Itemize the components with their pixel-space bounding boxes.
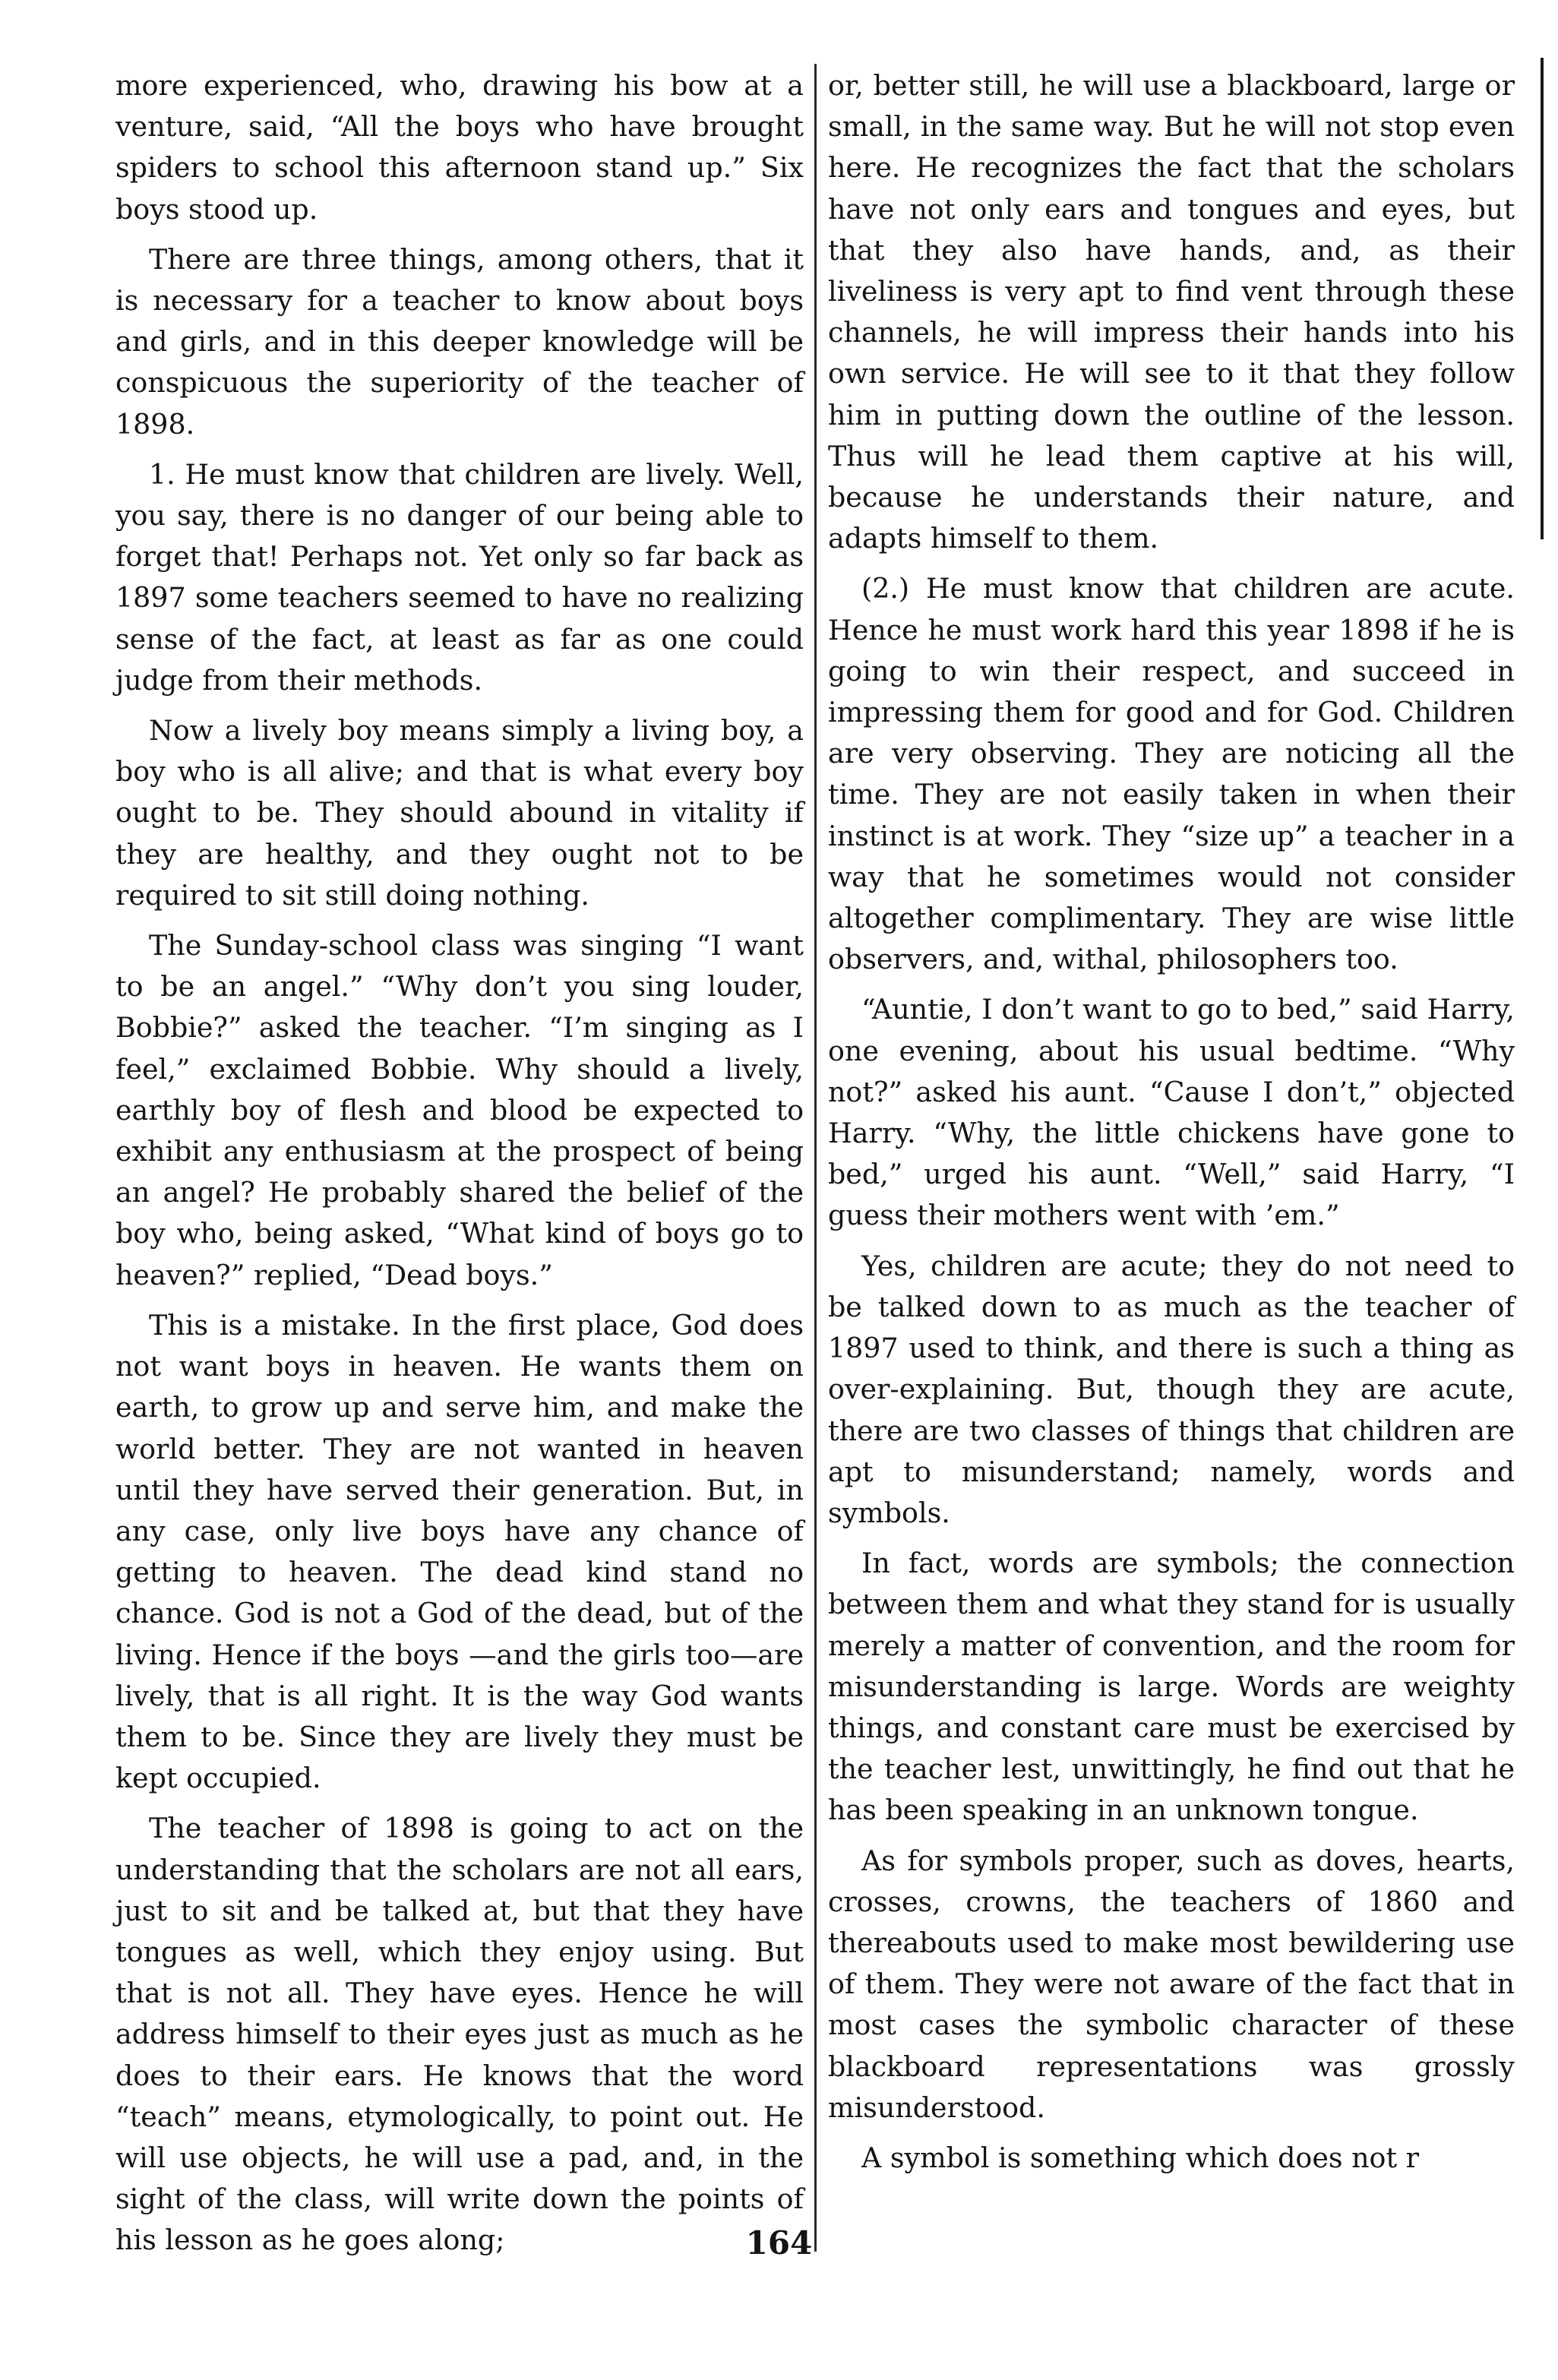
right-column xyxy=(828,65,1515,2223)
paragraph: This is a mistake. In the first place, God does not want boys in heaven. He wants them on earth, to grow up and serve him, and make the world better. They are not wanted in heaven until they have served their generation. But, in any case, only live boys have any chance of getting to heaven. The dead kind stand no chance. God is not a God of the dead, but of the living. Hence if the boys —and the girls too—are lively, that is all right. It is the way God wants them to be. Since they are lively they must be kept occupied. xyxy=(115,1308,804,1795)
page-number: 164 xyxy=(745,2224,813,2261)
margin-mark xyxy=(1541,58,1544,498)
paragraph: The teacher of 1898 is going to act on the understanding that the scholars are not all ears, just to sit and be talked at, but that they have tongues as well, which they enjoy using. But that is not all. They have eyes. Hence he will address himself to their eyes just as much as he does to their ears. He knows that the word “teach” means, etymologically, to point out. He will use objects, he will use a pad, and, in the sight of the class, will write down the points of his lesson as he goes along; xyxy=(115,1812,804,2257)
column-divider xyxy=(814,64,817,2252)
paragraph: In fact, words are symbols; the connection between them and what they stand for is usually merely a matter of convention, and the room for misunderstanding is large. Words are weighty things, and constant care must be exercised by the teacher lest, unwittingly, he find out that he has been speaking in an unknown tongue. xyxy=(828,1547,1515,1827)
paragraph: (2.) He must know that children are acute. Hence he must work hard this year 1898 if he is going to win their respect, and succeed in impressing them for good and for God. Children are very observing. They are noticing all the time. They are not easily taken in when their instinct is at work. They “size up” a teacher in a way that he sometimes would not consider altogether complimentary. They are wise little observers, and, withal, philosophers too. xyxy=(828,572,1515,976)
paragraph: As for symbols proper, such as doves, hearts, crosses, crowns, the teachers of 1860 and thereabouts used to make most bewildering use of them. They were not aware of the fact that in most cases the symbolic character of these blackboard representations was grossly misunderstood. xyxy=(828,1844,1515,2124)
paragraph: A symbol is something which does not r xyxy=(861,2141,1420,2174)
paragraph: “Auntie, I don’t want to go to bed,” said Harry, one evening, about his usual bedtime. “Why not?” asked his aunt. “Cause I don’t,” objected Harry. “Why, the little chickens have gone to bed,” urged his aunt. “Well,” said Harry, “I guess their mothers went with ’em.” xyxy=(828,993,1515,1232)
margin-mark xyxy=(1541,486,1544,539)
paragraph: The Sunday-school class was singing “I want to be an angel.” “Why don’t you sing louder, Bobbie?” asked the teacher. “I’m singing as I feel,” exclaimed Bobbie. Why should a lively, earthly boy of flesh and blood be expected to exhibit any enthusiasm at the prospect of being an angel? He probably shared the belief of the boy who, being asked, “What kind of boys go to heaven?” replied, “Dead boys.” xyxy=(115,929,804,1291)
paragraph: Now a lively boy means simply a living boy, a boy who is all alive; and that is what every boy ought to be. They should abound in vitality if they are healthy, and they ought not to be required to sit still doing nothing. xyxy=(115,714,804,912)
paragraph: There are three things, among others, that it is necessary for a teacher to know about boys and girls, and in this deeper knowledge will be conspicuous the superiority of the teacher of 1898. xyxy=(115,242,804,441)
paragraph: more experienced, who, drawing his bow at a venture, said, “All the boys who have brought spiders to school this afternoon stand up.” Six boys stood up. xyxy=(115,69,804,226)
paragraph: 1. He must know that children are lively. Well, you say, there is no danger of our being able to forget that! Perhaps not. Yet only so far back as 1897 some teachers seemed to have no realizing sense of the fact, at least as far as one could judge from their methods. xyxy=(115,457,804,697)
paragraph: Yes, children are acute; they do not need to be talked down to as much as the teacher of 1897 used to think, and there is such a thing as over-explaining. But, though they are acute, there are two classes of things that children are apt to misunderstand; namely, words and symbols. xyxy=(828,1249,1515,1529)
paragraph: or, better still, he will use a blackboard, large or small, in the same way. But he will not stop even here. He recognizes the fact that the scholars have not only ears and tongues and eyes, but that they also have hands, and, as their liveliness is very apt to find vent through these channels, he will impress their hands into his own service. He will see to it that they follow him in putting down the outline of the lesson. Thus will he lead them captive at his will, because he understands their nature, and adapts himself to them. xyxy=(828,69,1515,555)
